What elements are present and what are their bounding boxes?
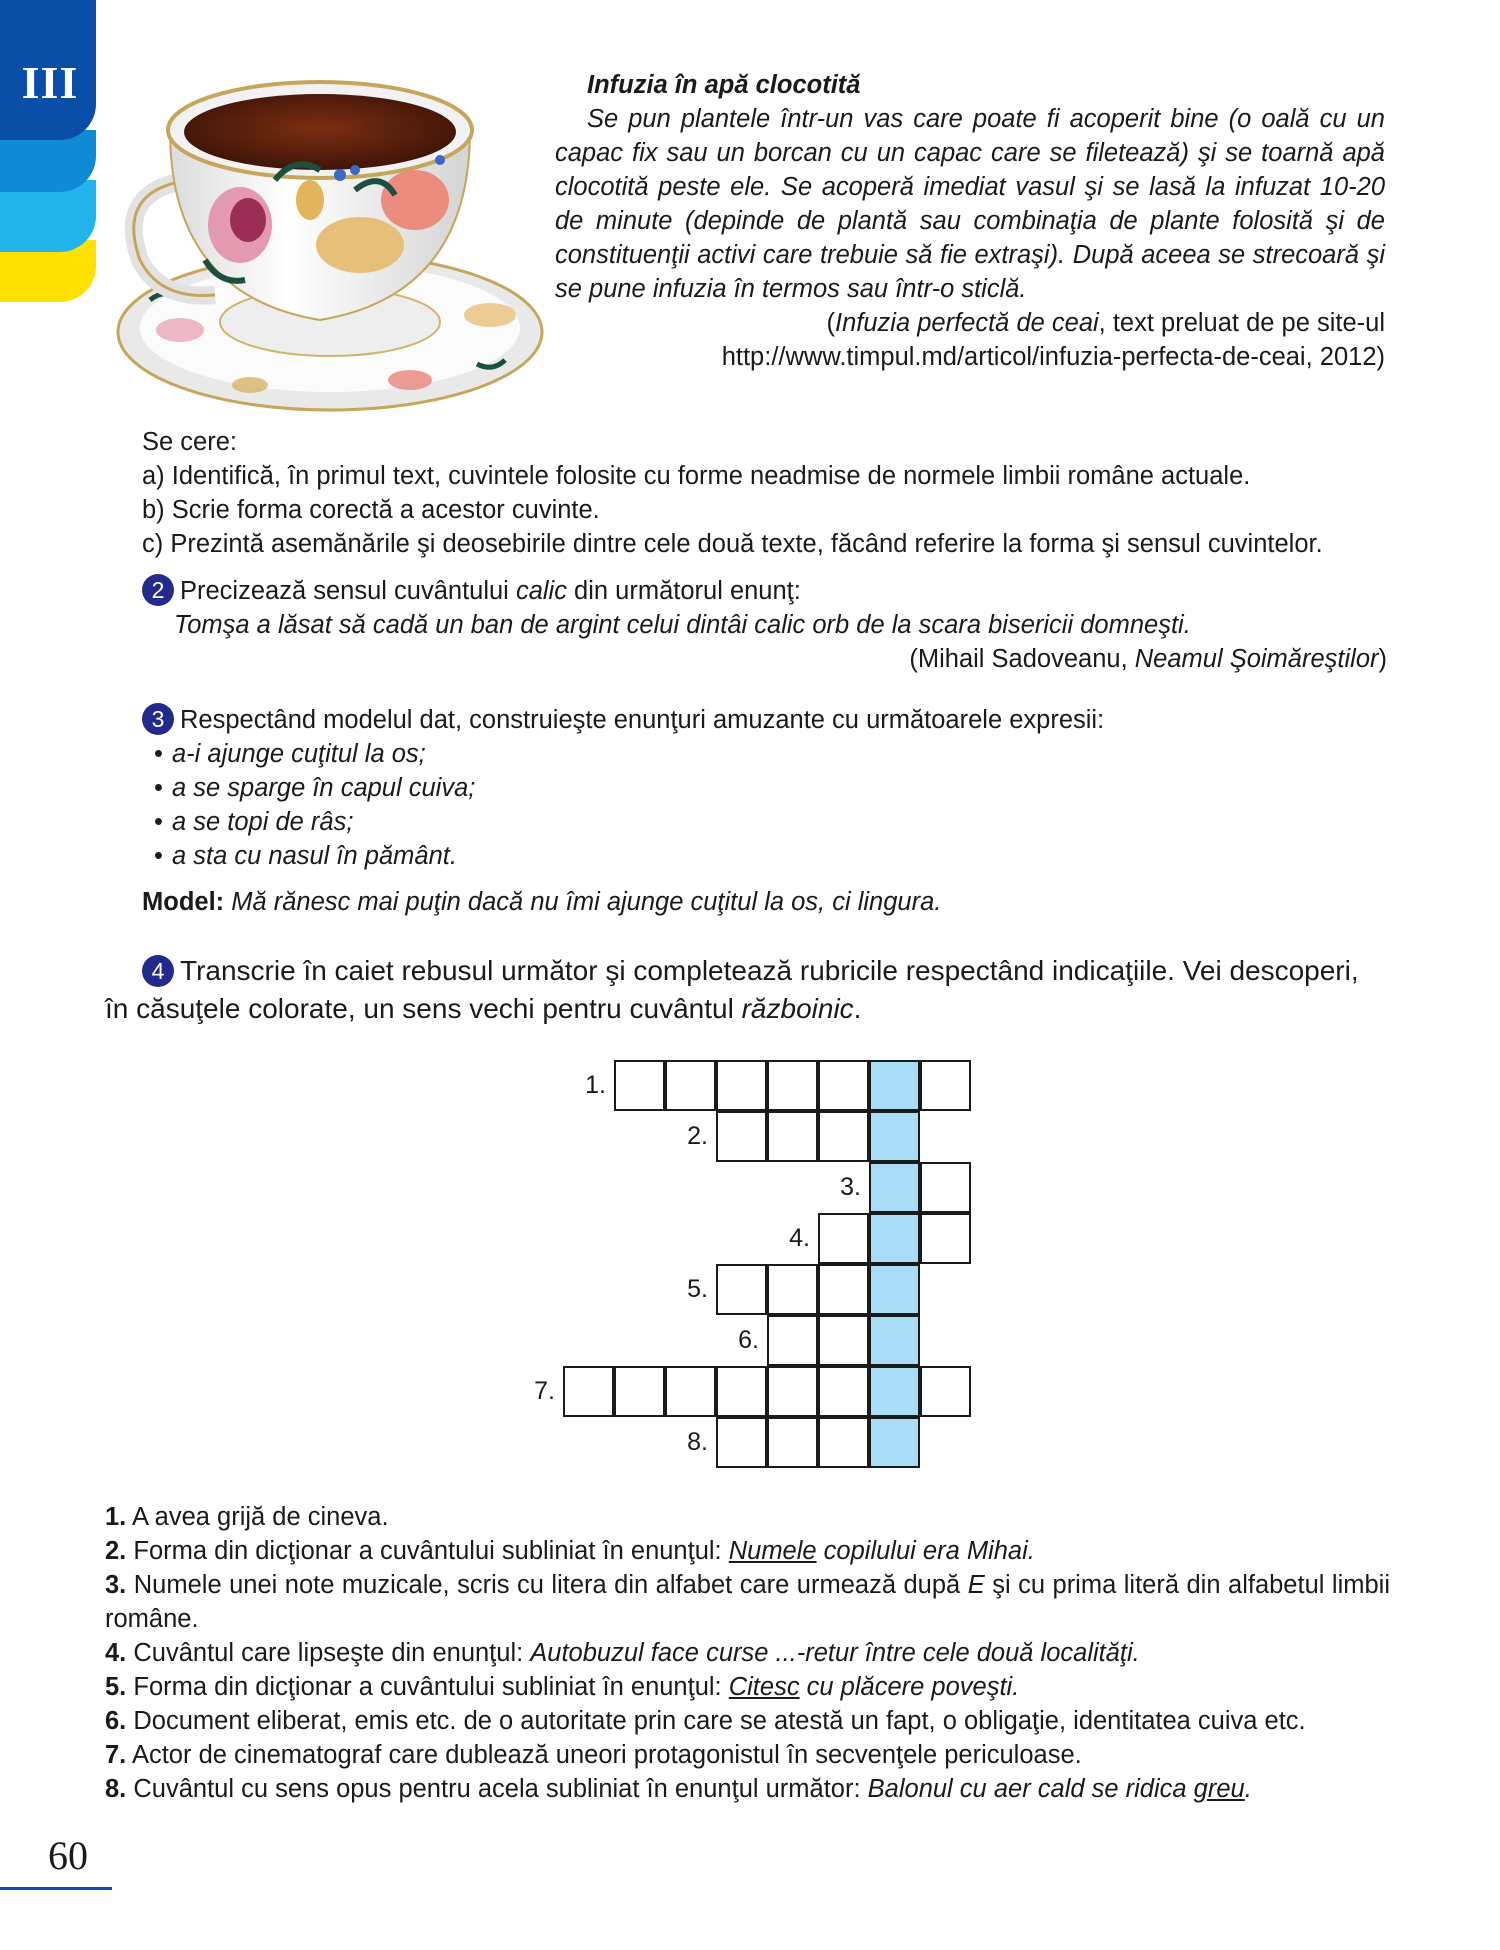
task-c: c) Prezintă asemănările şi deosebirile dintre cele două texte, făcând referire la forma şi sensul cuvintelor. xyxy=(142,530,1323,558)
crossword-cell xyxy=(818,1111,869,1162)
crossword-row-label: 2. xyxy=(687,1122,708,1150)
exercise-number-badge: 4 xyxy=(142,955,174,987)
infusion-source-url: http://www.timpul.md/articol/infuzia-perfecta-de-ceai, 2012) xyxy=(721,343,1385,371)
crossword-row-label: 5. xyxy=(687,1275,708,1303)
model-sentence xyxy=(142,885,1387,919)
infusion-title: Infuzia în apă clocotită xyxy=(587,71,861,99)
crossword-cell xyxy=(920,1060,971,1111)
list-item: • a se sparge în capul cuiva; xyxy=(142,771,1387,805)
crossword-cell xyxy=(767,1417,818,1468)
crossword-cell xyxy=(665,1366,716,1417)
list-item: • a se topi de râs; xyxy=(142,805,1387,839)
page-number-rule xyxy=(0,1887,112,1890)
crossword-cell-highlighted xyxy=(869,1162,920,1213)
crossword-cell xyxy=(920,1213,971,1264)
clue-3: 3. Numele unei note muzicale, scris cu litera din alfabet care urmează după E şi cu prima literă din alfabetul limbii române. xyxy=(105,1571,1390,1633)
crossword-row-label: 8. xyxy=(687,1428,708,1456)
crossword-cell xyxy=(614,1060,665,1111)
crossword-cell xyxy=(767,1060,818,1111)
crossword-cell xyxy=(716,1264,767,1315)
task-list xyxy=(142,425,1392,561)
crossword-clues xyxy=(105,1500,1390,1806)
crossword-cell xyxy=(920,1162,971,1213)
clue-2: 2. Forma din dicţionar a cuvântului subliniat în enunţul: Numele copilului era Mihai. xyxy=(105,1537,1035,1565)
exercise-3-prompt: 3 Respectând modelul dat, construieşte enunţuri amuzante cu următoarele expresii: xyxy=(142,703,1387,737)
citation-work: Neamul Şoimăreştilor xyxy=(1134,645,1379,673)
exercise-4-prompt: 4 Transcrie în caiet rebusul următor şi completează rubricile respectând indicaţiile. Vei descoperi, în căsuţele colorate, un sens vechi pentru cuvântul războinic. xyxy=(105,955,1359,1024)
crossword-row-label: 7. xyxy=(534,1377,555,1405)
page-number: 60 xyxy=(48,1833,88,1878)
crossword-cell xyxy=(767,1315,818,1366)
expression-list xyxy=(142,737,1387,873)
clue-6: 6. Document eliberat, emis etc. de o autoritate prin care se atestă un fapt, o obligaţie, identitatea cuiva etc. xyxy=(105,1707,1306,1735)
task-intro: Se cere: xyxy=(142,428,237,456)
clue-4: 4. Cuvântul care lipseşte din enunţul: Autobuzul face curse ...-retur între cele două localităţi. xyxy=(105,1639,1140,1667)
crossword-cell xyxy=(716,1060,767,1111)
crossword-cell xyxy=(818,1315,869,1366)
crossword-cell xyxy=(818,1060,869,1111)
exercise-2-quote: Tomşa a lăsat să cadă un ban de argint celui dintâi calic orb de la scara bisericii domneşti. xyxy=(174,611,1191,639)
crossword-cell xyxy=(818,1417,869,1468)
crossword-row-label: 3. xyxy=(840,1173,861,1201)
chapter-label: III xyxy=(21,57,79,108)
task-a: a) Identifică, în primul text, cuvintele folosite cu forme neadmise de normele limbii române actuale. xyxy=(142,462,1251,490)
crossword-cell xyxy=(818,1366,869,1417)
list-item: • a sta cu nasul în pământ. xyxy=(142,839,1387,873)
exercise-number-badge: 2 xyxy=(142,574,174,606)
crossword-cell xyxy=(614,1366,665,1417)
infusion-text xyxy=(555,68,1385,374)
exercise-2-prompt: 2 Precizează sensul cuvântului calic din următorul enunţ: xyxy=(142,574,1387,608)
crossword-row-label: 6. xyxy=(738,1326,759,1354)
crossword-cell xyxy=(716,1366,767,1417)
crossword-cell xyxy=(818,1213,869,1264)
crossword-cell-highlighted xyxy=(869,1060,920,1111)
clue-1: 1. A avea grijă de cineva. xyxy=(105,1503,389,1531)
exercise-3 xyxy=(142,703,1387,919)
teacup-image xyxy=(110,60,550,420)
crossword-cell xyxy=(716,1111,767,1162)
clue-5: 5. Forma din dicţionar a cuvântului subliniat în enunţul: Citesc cu plăcere poveşti. xyxy=(105,1673,1020,1701)
exercise-2 xyxy=(142,574,1387,676)
crossword-cell xyxy=(767,1111,818,1162)
keyword-razboinic: războinic xyxy=(741,993,854,1024)
crossword-cell-highlighted xyxy=(869,1366,920,1417)
exercise-number-badge: 3 xyxy=(142,703,174,735)
crossword-cell xyxy=(767,1366,818,1417)
crossword-cell xyxy=(563,1366,614,1417)
crossword-cell xyxy=(920,1366,971,1417)
crossword-cell xyxy=(716,1417,767,1468)
task-b: b) Scrie forma corectă a acestor cuvinte. xyxy=(142,496,600,524)
crossword-cell-highlighted xyxy=(869,1264,920,1315)
clue-8: 8. Cuvântul cu sens opus pentru acela subliniat în enunţul următor: Balonul cu aer cald se ridica greu. xyxy=(105,1775,1252,1803)
crossword-cell-highlighted xyxy=(869,1213,920,1264)
infusion-source: (Infuzia perfectă de ceai, text preluat de pe site-ul xyxy=(826,309,1385,337)
crossword-cell-highlighted xyxy=(869,1315,920,1366)
source-title: Infuzia perfectă de ceai xyxy=(835,309,1099,337)
crossword-cell-highlighted xyxy=(869,1417,920,1468)
crossword-row-label: 1. xyxy=(585,1071,606,1099)
infusion-body: Se pun plantele într-un vas care poate fi acoperit bine (o oală cu un capac fix sau un borcan cu un capac care se filetează) şi se toarnă apă clocotită peste ele. Se acoperă imediat vasul şi se lasă la infuzat 10-20 de minute (depinde de plantă sau combinaţia de plante folosită şi de constituenţii activi care trebuie să fie extraşi). După aceea se strecoară şi se pune infuzia în termos sau într-o sticlă. xyxy=(555,105,1385,303)
exercise-2-citation: (Mihail Sadoveanu, Neamul Şoimăreştilor) xyxy=(909,645,1387,673)
crossword-row-label: 4. xyxy=(789,1224,810,1252)
crossword-cell xyxy=(665,1060,716,1111)
model-label: Model: xyxy=(142,888,225,916)
crossword-cell-highlighted xyxy=(869,1111,920,1162)
list-item: • a-i ajunge cuţitul la os; xyxy=(142,737,1387,771)
crossword-cell xyxy=(767,1264,818,1315)
model-text: Mă rănesc mai puţin dacă nu îmi ajunge cuţitul la os, ci lingura. xyxy=(231,888,942,916)
clue-7: 7. Actor de cinematograf care dublează uneori protagonistul în secvenţele periculoase. xyxy=(105,1741,1082,1769)
crossword-cell xyxy=(818,1264,869,1315)
keyword-calic: calic xyxy=(515,577,567,605)
